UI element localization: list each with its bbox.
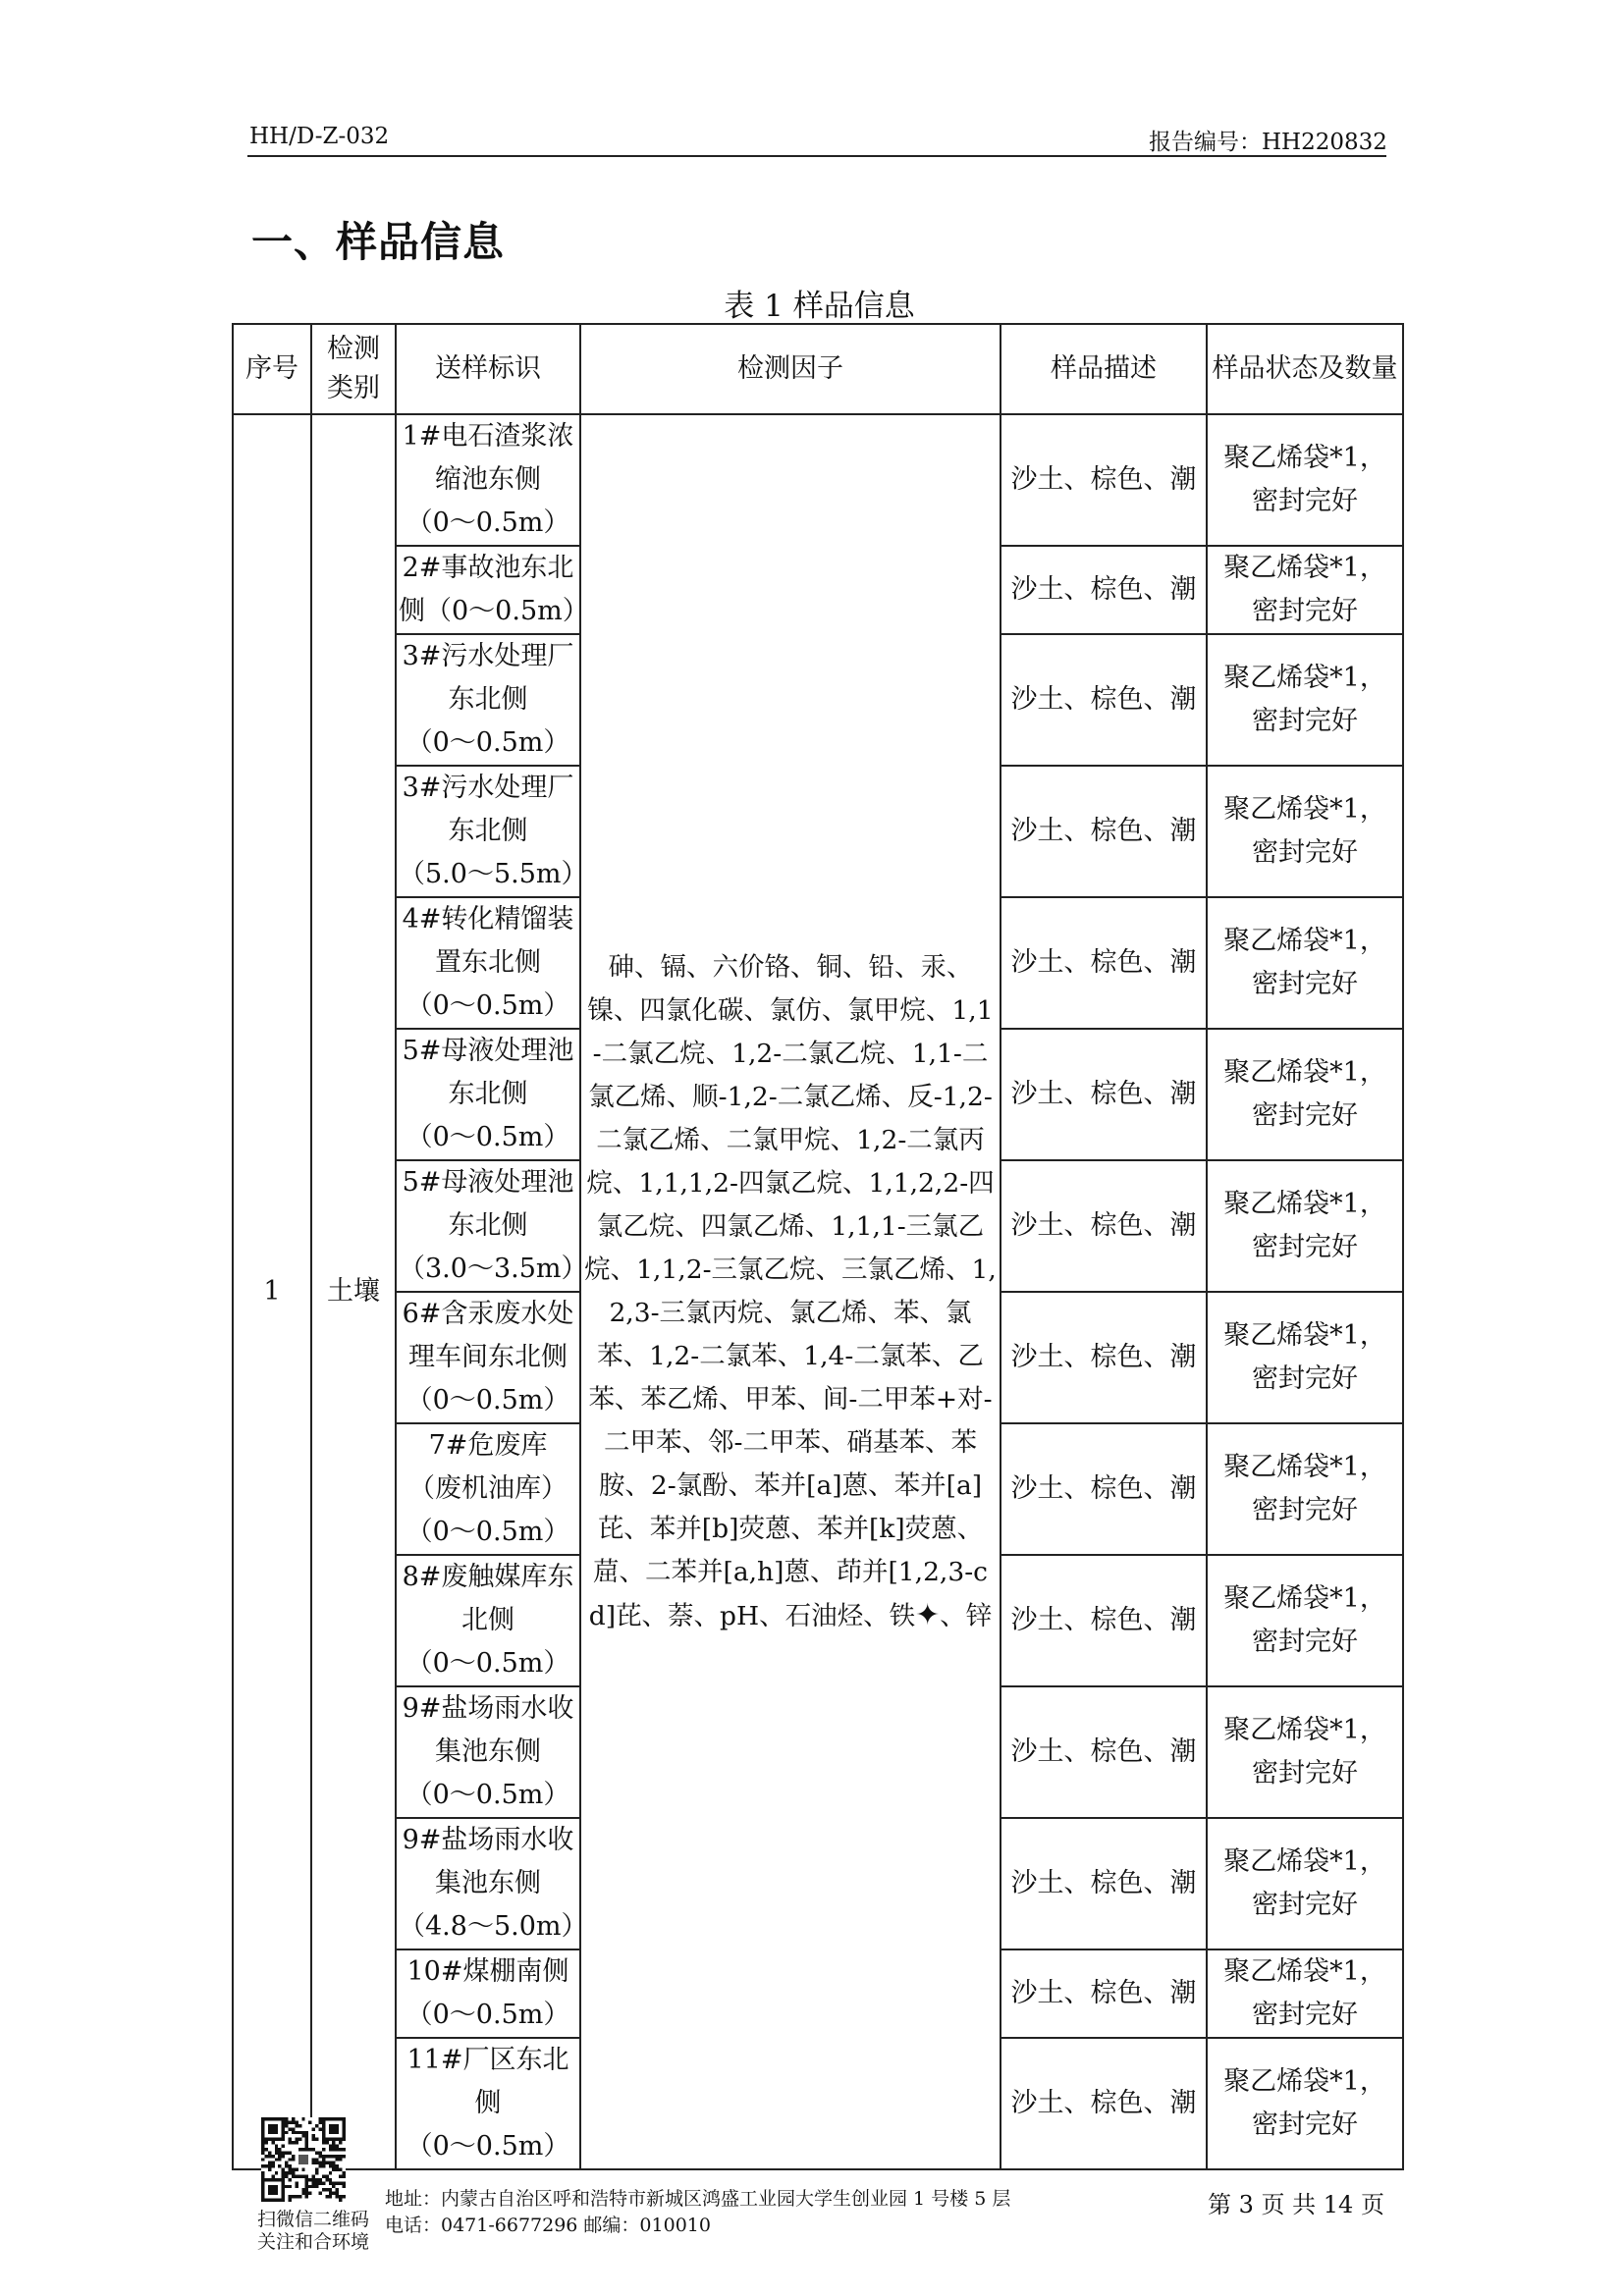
sample-id-line: 5#母液处理池 [402, 1167, 574, 1198]
col-header-sample-id: 送样标识 [396, 324, 580, 414]
cell-state [1207, 634, 1403, 766]
header-rule [247, 155, 1386, 157]
sample-id-line: 10#煤棚南侧 [406, 1956, 569, 1987]
document-code: HH/D-Z-032 [249, 124, 390, 149]
sample-id-line: 3#污水处理厂 [402, 641, 574, 671]
section-title: 一、样品信息 [251, 218, 506, 266]
state-line: 密封完好 [1252, 1100, 1358, 1131]
sample-id-line: 4#转化精馏装 [402, 904, 574, 934]
cell-state [1207, 1292, 1403, 1423]
col-header-seq: 序号 [233, 324, 311, 414]
cell-sample-id [396, 2038, 580, 2169]
cell-description: 沙土、棕色、潮 [1001, 1292, 1207, 1423]
state-line: 密封完好 [1252, 2109, 1358, 2140]
sample-id-line: 6#含汞废水处 [402, 1299, 574, 1329]
cell-category: 土壤 [311, 414, 396, 2169]
cell-state [1207, 1555, 1403, 1686]
sample-id-line: 9#盐场雨水收 [402, 1693, 574, 1724]
sample-id-line: （4.8～5.0m） [399, 1911, 588, 1942]
sample-id-line: 东北侧 [448, 1079, 528, 1109]
sample-id-line: 置东北侧 [435, 947, 541, 978]
sample-id-line: 东北侧 [448, 1210, 528, 1241]
table-caption-text: 表 1 样品信息 [724, 289, 915, 324]
sample-id-line: 东北侧 [448, 816, 528, 846]
cell-sample-id [396, 414, 580, 546]
report-number: 报告编号：HH220832 [1149, 130, 1387, 155]
footer-phone: 电话：0471-6677296 邮编：010010 [385, 2215, 711, 2236]
cell-sample-id [396, 1029, 580, 1160]
sample-id-line: 东北侧 [448, 684, 528, 715]
state-line: 聚乙烯袋*1， [1223, 1057, 1386, 1088]
cell-state [1207, 1949, 1403, 2038]
cell-state [1207, 766, 1403, 897]
cell-sample-id [396, 1555, 580, 1686]
state-line: 聚乙烯袋*1， [1223, 1189, 1386, 1219]
cell-state [1207, 2038, 1403, 2169]
sample-id-line: （0～0.5m） [406, 2131, 570, 2162]
cell-state [1207, 1686, 1403, 1818]
sample-id-line: 2#事故池东北 [402, 553, 574, 583]
sample-id-line: 侧（0～0.5m） [399, 596, 589, 626]
cell-sample-id [396, 546, 589, 634]
state-line: 密封完好 [1252, 1627, 1358, 1657]
cell-description: 沙土、棕色、潮 [1001, 1029, 1207, 1160]
state-line: 聚乙烯袋*1， [1223, 663, 1386, 693]
col-header-factors: 检测因子 [580, 324, 1001, 414]
cell-sample-id [396, 1949, 580, 2038]
cell-description: 沙土、棕色、潮 [1001, 2038, 1207, 2169]
state-line: 密封完好 [1252, 706, 1358, 736]
cell-sample-id [396, 634, 580, 766]
sample-id-line: 7#危废库 [428, 1430, 548, 1461]
state-line: 密封完好 [1252, 1363, 1358, 1394]
state-line: 聚乙烯袋*1， [1223, 1846, 1386, 1877]
state-line: 密封完好 [1252, 1232, 1358, 1262]
table-row [233, 414, 1403, 546]
cell-description: 沙土、棕色、潮 [1001, 1423, 1207, 1555]
cell-sample-id [396, 1423, 580, 1555]
sample-id-line: （3.0～3.5m） [399, 1254, 588, 1284]
cell-state [1207, 414, 1403, 546]
state-line: 聚乙烯袋*1， [1223, 2066, 1386, 2097]
cell-sample-id [396, 897, 580, 1029]
cell-description: 沙土、棕色、潮 [1001, 1686, 1207, 1818]
sample-id-line: 理车间东北侧 [408, 1342, 568, 1372]
qr-caption-line-1: 扫微信二维码 [257, 2209, 370, 2230]
sample-id-line: （废机油库） [408, 1473, 568, 1504]
cell-description: 沙土、棕色、潮 [1001, 1160, 1207, 1292]
state-line: 密封完好 [1252, 969, 1358, 999]
cell-sample-id [396, 1818, 588, 1949]
cell-description: 沙土、棕色、潮 [1001, 1555, 1207, 1686]
sample-id-line: 缩池东侧 [435, 464, 541, 495]
sample-id-line: 集池东侧 [435, 1868, 541, 1898]
cell-state [1207, 1160, 1403, 1292]
state-line: 密封完好 [1252, 1890, 1358, 1920]
sample-id-line: 8#废触媒库东 [402, 1562, 574, 1592]
sample-id-line: （0～0.5m） [406, 2000, 570, 2030]
state-line: 密封完好 [1252, 1495, 1358, 1525]
state-line: 聚乙烯袋*1， [1223, 1956, 1386, 1987]
cell-state [1207, 1029, 1403, 1160]
cell-state [1207, 1818, 1403, 1949]
table-caption [0, 281, 1623, 325]
table-body [233, 414, 1403, 2169]
sample-id-line: （0～0.5m） [406, 1648, 570, 1679]
sample-id-line: 11#厂区东北侧 [406, 2045, 569, 2118]
sample-id-line: （0～0.5m） [406, 1385, 570, 1415]
sample-id-line: 3#污水处理厂 [402, 773, 574, 803]
footer-address: 地址：内蒙古自治区呼和浩特市新城区鸿盛工业园大学生创业园 1 号楼 5 层 [385, 2188, 1011, 2210]
state-line: 密封完好 [1252, 1758, 1358, 1789]
factor-mark-icon: ✦ [915, 1597, 941, 1632]
cell-sample-id [396, 1292, 580, 1423]
sample-id-line: （0～0.5m） [406, 507, 570, 538]
factors-text-tail: 、锌 [940, 1600, 993, 1631]
cell-seq: 1 [233, 414, 311, 2169]
state-line: 聚乙烯袋*1， [1223, 1320, 1386, 1351]
factors-text: 砷、镉、六价铬、铜、铅、汞、镍、四氯化碳、氯仿、氯甲烷、1,1-二氯乙烷、1,2-二氯乙烷、1,1-二氯乙烯、顺-1,2-二氯乙烯、反-1,2-二氯乙烯、二氯甲烷、1,2-二氯丙烷、1,1,1,2-四氯乙烷、1,1,2,2-四氯乙烷、四氯乙烯、1,1,1-三氯乙烷、1,1,2-三氯乙烷、三氯乙烯、1,2,3-三氯丙烷、氯乙烯、苯、氯苯、1,2-二氯苯、1,4-二氯苯、乙苯、苯乙烯、甲苯、间-二甲苯+对-二甲苯、邻-二甲苯、硝基苯、苯胺、2-氯酚、苯并[a]蒽、苯并[a]芘、苯并[b]荧蒽、苯并[k]荧蒽、䓛、二苯并[a,h]蒽、茚并[1,2,3-cd]芘、萘、pH、石油烃、铁 [584, 951, 997, 1631]
col-header-description: 样品描述 [1001, 324, 1207, 414]
cell-description: 沙土、棕色、潮 [1001, 634, 1207, 766]
qr-code-image [261, 2117, 346, 2202]
qr-caption-line-2: 关注和合环境 [257, 2231, 370, 2253]
sample-id-line: （0～0.5m） [406, 1780, 570, 1810]
state-line: 聚乙烯袋*1， [1223, 1452, 1386, 1482]
sample-id-line: （0～0.5m） [406, 1122, 570, 1152]
sample-id-line: （0～0.5m） [406, 1517, 570, 1547]
sample-id-line: 5#母液处理池 [402, 1036, 574, 1066]
sample-id-line: （0～0.5m） [406, 990, 570, 1021]
page-number: 第 3 页 共 14 页 [1208, 2191, 1384, 2218]
sample-id-line: 1#电石渣浆浓 [402, 421, 574, 452]
state-line: 密封完好 [1252, 837, 1358, 868]
sample-id-line: 集池东侧 [435, 1736, 541, 1767]
cell-description: 沙土、棕色、潮 [1001, 1949, 1207, 2038]
state-line: 聚乙烯袋*1， [1223, 1715, 1386, 1745]
cell-description: 沙土、棕色、潮 [1001, 1818, 1207, 1949]
cell-sample-id [396, 766, 588, 897]
cell-sample-id [396, 1686, 580, 1818]
state-line: 聚乙烯袋*1， [1223, 926, 1386, 956]
state-line: 聚乙烯袋*1， [1223, 1583, 1386, 1614]
cell-state [1207, 546, 1403, 634]
state-line: 密封完好 [1252, 2000, 1358, 2030]
sample-id-line: 9#盐场雨水收 [402, 1825, 574, 1855]
sample-id-line: （0～0.5m） [406, 727, 570, 758]
state-line: 密封完好 [1252, 596, 1358, 626]
sample-id-line: （5.0～5.5m） [399, 859, 588, 889]
col-header-category: 检测类别 [311, 324, 396, 414]
cell-factors [580, 414, 1001, 2169]
table-header-row [233, 324, 1403, 414]
cell-description: 沙土、棕色、潮 [1001, 897, 1207, 1029]
cell-description: 沙土、棕色、潮 [1001, 414, 1207, 546]
cell-description: 沙土、棕色、潮 [1001, 546, 1207, 634]
state-line: 聚乙烯袋*1， [1223, 443, 1386, 473]
cell-description: 沙土、棕色、潮 [1001, 766, 1207, 897]
state-line: 聚乙烯袋*1， [1223, 553, 1386, 583]
cell-sample-id [396, 1160, 588, 1292]
state-line: 密封完好 [1252, 486, 1358, 516]
sample-id-line: 北侧 [461, 1605, 514, 1635]
cell-state [1207, 897, 1403, 1029]
col-header-state: 样品状态及数量 [1207, 324, 1403, 414]
cell-state [1207, 1423, 1403, 1555]
sample-info-table [232, 323, 1404, 2170]
state-line: 聚乙烯袋*1， [1223, 794, 1386, 825]
